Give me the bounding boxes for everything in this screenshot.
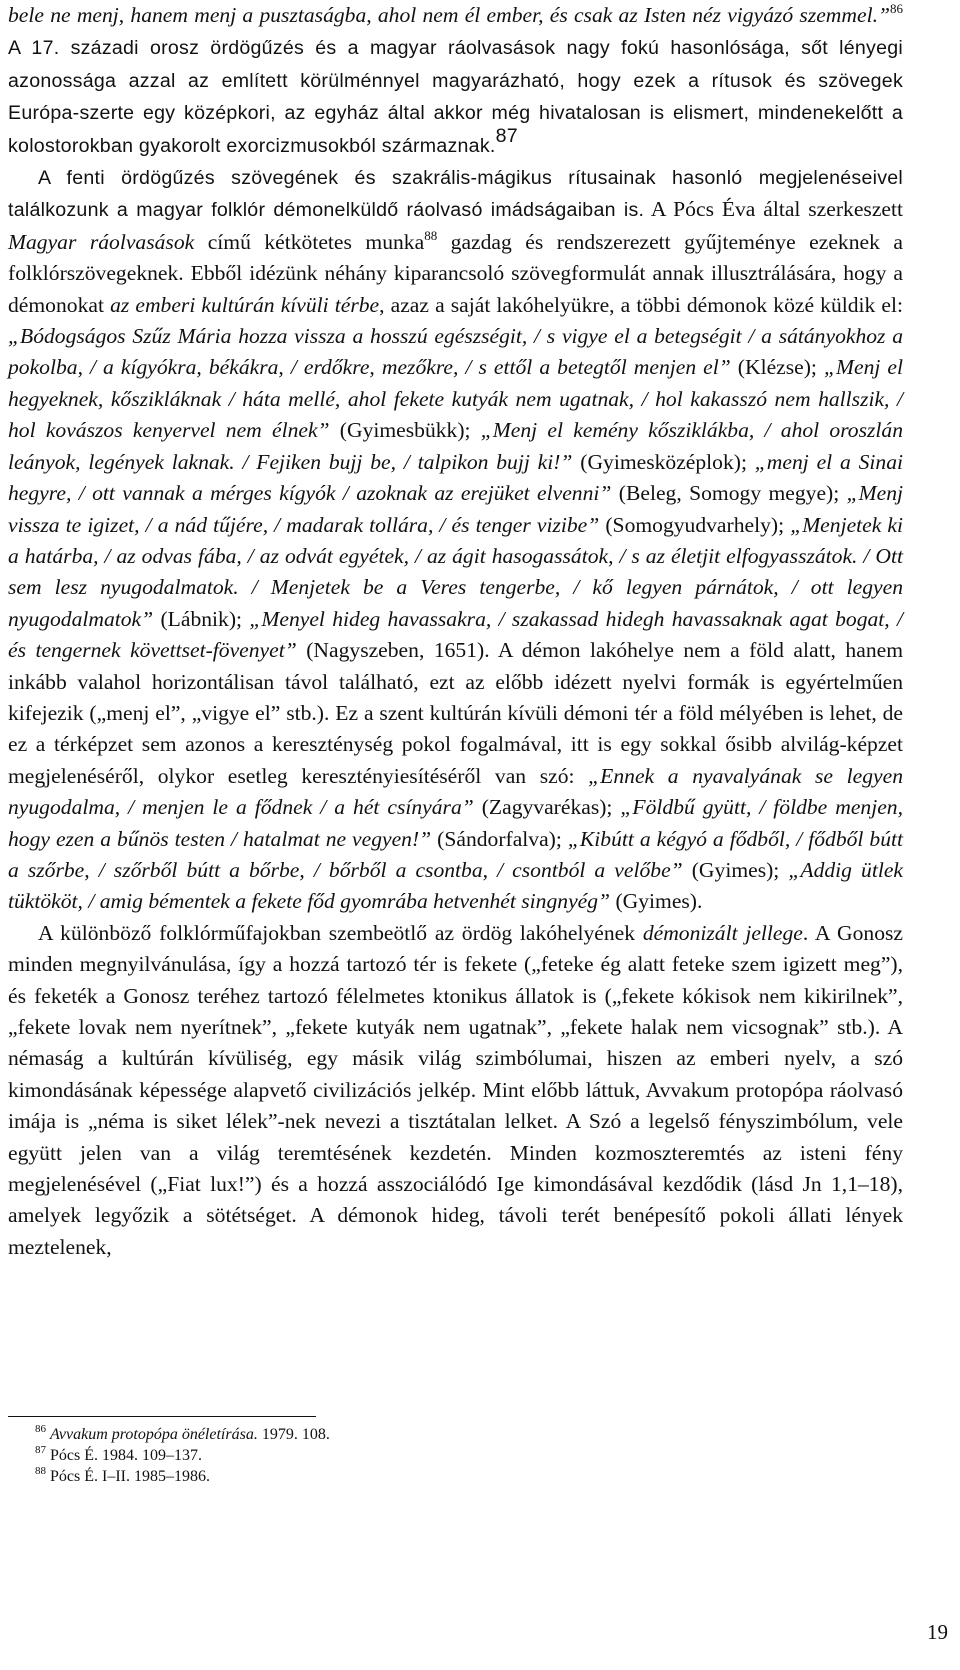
page-body (8, 0, 903, 1263)
emphasis-text: az emberi kultúrán kívüli térbe (110, 292, 380, 317)
source-text: (Somogyudvarhely); (599, 512, 791, 537)
quote-text: „Menj el hegyeknek, kőszikláknak / háta mellé, ahol fekete kutyák nem ugatnak, / hol kakasszó nem hallszik, / hol kovászos kenyervel nem élnek” (8, 355, 903, 443)
paragraph-3 (8, 918, 903, 1263)
quote-text: „Földbű gyütt, / földbe menjen, hogy ezen a bűnös testen / hatalmat ne vegyen!” (8, 795, 903, 851)
quote-text: bele ne menj, hanem menj a pusztaságba, ahol nem él ember, és csak az Isten néz vigyázó szemmel.” (8, 3, 890, 27)
source-text: (Gyimes); (682, 857, 789, 882)
emphasis-text: démonizált jellege (642, 920, 803, 945)
footnote-text: Pócs É. I–II. 1985–1986. (50, 1468, 210, 1485)
footnote-ref-88[interactable]: 88 (424, 227, 438, 243)
source-text: (Beleg, Somogy megye); (611, 481, 847, 506)
source-text: (Lábnik); (153, 606, 250, 631)
footnote-ref-86[interactable]: 86 (890, 0, 903, 16)
footnote-number: 88 (35, 1464, 46, 1477)
body-text: A 17. századi orosz ördögűzés és a magyar ráolvasások nagy fokú hasonlósága, sőt lényegi azonossága azzal az említett körülménnyel magyarázható, hogy ezek a rítusok és szövegek Európa-szerte egy középkori, az egyház által akkor még hivatalosan is elismert, mindenekelőtt a kolostorokban gyakorolt exorcizmusokból származnak. (8, 37, 903, 157)
quote-text: „Addig ütlek tüktököt, / amig bémentek a fekete főd gyomrába hetvenhét singnyég” (8, 857, 904, 914)
footnote-separator (8, 1416, 316, 1417)
footnote-title: Avvakum protopópa önéletírása. (50, 1426, 258, 1443)
footnote-87 (35, 1445, 330, 1466)
footnote-text: Pócs É. 1984. 109–137. (50, 1447, 202, 1464)
body-text: című kétkötetes munka (194, 229, 425, 254)
footnotes (35, 1424, 330, 1487)
footnote-text: 1979. 108. (257, 1426, 330, 1443)
footnote-86 (35, 1424, 330, 1445)
quote-text: „Menyel hideg havassakra, / szakassad hidegh havassaknak agat bogat, / és tengernek követtset-fövenyet” (8, 606, 904, 663)
body-text: A különböző folklórműfajokban szembeötlő az ördög lakóhelyének (38, 920, 643, 945)
body-text: A Pócs Éva által szerkeszett (644, 197, 903, 222)
quote-text: „menj el a Sinai hegyre, / ott vannak a mérges kígyók / azoknak az erejüket elvenni” (8, 449, 903, 506)
source-text: (Zagyvarékas); (473, 795, 621, 820)
paragraph-2 (8, 162, 903, 918)
paragraph-1 (8, 0, 903, 162)
footnote-number: 87 (35, 1443, 46, 1456)
body-text: . A Gonosz minden megnyilvánulása, így a hozzá tartozó tér is fekete („feteke ég alatt feteke szem igizett meg”), és feketék a Gonosz teréhez tartozó félelmetes ktonikus állatok is („fekete kókisok nem kikirilnek”, „fekete lovak nem nyerítnek”, „fekete kutyák nem ugatnak”, „fekete halak nem vicsognak” stb.). A némaság a kultúrán kívüliség, egy másik világ szimbólumai, hiszen az emberi nyelv, a szó kimondásának képessége alapvető civilizációs jelkép. Mint előbb láttuk, Avvakum protopópa ráolvasó imája is „néma is siket lélek”-nek nevezi a tisztátalan lelket. A Szó a legelső fényszimbólum, vele együtt jelen van a világ teremtésének kezdetén. Minden kozmoszteremtés az isteni fény megjelenésével („Fiat lux!”) és a hozzá asszociálódó Ige kimondásával kezdődik (lásd Jn 1,1–18), amelyek legyőzik a sötétséget. A démonok hideg, távoli terét benépesítő pokoli állati lények meztelenek, (8, 920, 903, 1259)
source-text: (Sándorfalva); (431, 826, 568, 851)
source-text: (Gyimes). (610, 889, 703, 914)
source-text: (Nagyszeben, 1651). A démon lakóhelye nem a föld alatt, hanem inkább valahol horizontálisan távol található, ezt az előbb idézett nyelvi formák is egyértelműen kifejezik („menj el”, „vigye el” stb.). Ez a szent kultúrán kívüli démoni tér a föld mélyében is lehet, de ez a térképzet sem azonos a kereszténység pokol fogalmával, itt is egy sokkal ősibb alvilág-képzet megjelenéséről, olykor esetleg keresztényiesítéséről van szó: (8, 638, 903, 788)
quote-text: „Menjetek ki a határba, / az odvas fába, / az odvát egyétek, / az ágit hasogassátok, / s az életjit elfogyasszátok. / Ott sem lesz nyugodalmatok. / Menjetek be a Veres tengerbe, / kő legyen párnátok, / ott legyen nyugodalmatok” (8, 512, 903, 631)
body-text: A fenti ördögűzés szövegének és szakrális-mágikus rítusainak hasonló megjelenéseivel találkozunk a magyar folklór démonelküldő ráolvasó imádságaiban is. (8, 167, 903, 222)
quote-text: „Ennek a nyavalyának se legyen nyugodalma, / menjen le a fődnek / a hét csínyára” (8, 763, 903, 820)
body-text: gazdag és rendszerezett gyűjteménye ezeknek a folklórszövegeknek. Ebből idézünk néhány kiparancsoló szövegformulát annak illusztrálására, hogy a démonokat (8, 229, 903, 317)
quote-text: „Menj vissza te igizet, / a nád tűjére, / madarak tollára, / és tenger vizibe” (8, 481, 904, 537)
quote-text: „Menj el kemény kősziklákba, / ahol oroszlán leányok, legények laknak. / Fejiken bujj be, / talpikon bujj ki!” (8, 418, 903, 474)
quote-text: „Kibútt a kégyó a fődből, / fődből bútt a szőrbe, / szőrből bútt a bőrbe, / bőrből a csontba, / csontból a velőbe” (8, 826, 903, 882)
footnote-88 (35, 1466, 330, 1487)
footnote-number: 86 (35, 1422, 46, 1435)
source-text: (Gyimesbükk); (329, 418, 481, 443)
body-text: , azaz a saját lakóhelyükre, a többi démonok közé küldik el: (379, 292, 904, 317)
source-text: (Klézse); (730, 355, 824, 380)
page-number: 19 (927, 1620, 948, 1644)
book-title: Magyar ráolvasások (8, 229, 195, 254)
footnote-ref-87[interactable]: 87 (495, 125, 518, 148)
source-text: (Gyimesközéplok); (572, 449, 755, 474)
quote-text: „Bódogságos Szűz Mária hozza vissza a hosszú egészségit, / s vigye el a betegségit / a sátányokhoz a pokolba, / a kígyókra, békákra, / erdőkre, mezőkre, / s ettől a betegtől menjen el” (8, 324, 903, 380)
